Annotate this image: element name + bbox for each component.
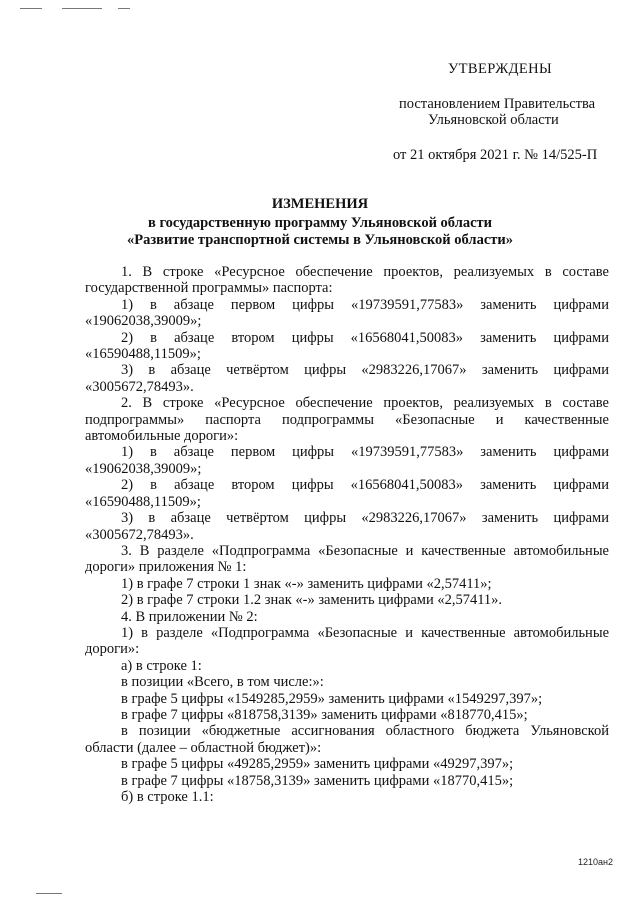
title-line-2: в государственную программу Ульяновской области	[147, 215, 492, 231]
paragraph: 2) в абзаце втором цифры «16568041,50083» заменить цифрами «16590488,11509»;	[85, 477, 609, 510]
paragraph: 2) в графе 7 строки 1.2 знак «-» заменить цифрами «2,57411».	[121, 592, 503, 609]
paragraph: в графе 5 цифры «49285,2959» заменить цифрами «49297,397»;	[121, 756, 514, 773]
approval-heading: УТВЕРЖДЕНЫ	[448, 61, 553, 77]
paragraph: 1) в абзаце первом цифры «19739591,77583» заменить цифрами «19062038,39009»;	[85, 296, 609, 330]
paragraph: 2) в абзаце втором цифры «16568041,50083» заменить цифрами «16590488,11509»;	[85, 329, 609, 363]
scan-mark	[62, 8, 102, 9]
title-line-3: «Развитие транспортной системы в Ульяновской области»	[127, 232, 513, 248]
paragraph: в позиции «Всего, в том числе:»:	[121, 674, 324, 691]
scan-mark	[20, 8, 42, 9]
scan-mark	[118, 8, 130, 9]
paragraph: б) в строке 1.1:	[121, 789, 214, 805]
paragraph: 2. В строке «Ресурсное обеспечение проектов, реализуемых в составе подпрограммы» паспорта подпрограммы «Безопасные и качественные автомобильные дороги»:	[85, 395, 609, 445]
document-code: 1210ан2	[578, 857, 614, 867]
paragraph: 1) в графе 7 строки 1 знак «-» заменить цифрами «2,57411»;	[121, 575, 492, 592]
approval-date: от 21 октября 2021 г. № 14/525-П	[393, 147, 598, 163]
paragraph: в позиции «бюджетные ассигнования областного бюджета Ульяновской области (далее – областной бюджет)»:	[85, 723, 609, 756]
paragraph: 3. В разделе «Подпрограмма «Безопасные и качественные автомобильные дороги» приложения № 1:	[85, 542, 609, 576]
paragraph: 1) в разделе «Подпрограмма «Безопасные и качественные автомобильные дороги»:	[85, 624, 609, 658]
paragraph: в графе 7 цифры «818758,3139» заменить цифрами «818770,415»;	[121, 706, 528, 723]
paragraph: 1) в абзаце первом цифры «19739591,77583» заменить цифрами «19062038,39009»;	[85, 444, 609, 477]
approval-line-1: постановлением Правительства	[399, 96, 596, 112]
paragraph: 4. В приложении № 2:	[121, 608, 258, 625]
scan-mark	[36, 893, 62, 894]
paragraph: 3) в абзаце четвёртом цифры «2983226,17067» заменить цифрами «3005672,78493».	[85, 510, 609, 543]
paragraph: 1. В строке «Ресурсное обеспечение проектов, реализуемых в составе государственной программы» паспорта:	[85, 264, 609, 297]
paragraph: в графе 7 цифры «18758,3139» заменить цифрами «18770,415»;	[121, 772, 514, 789]
paragraph: а) в строке 1:	[121, 657, 202, 674]
paragraph: в графе 5 цифры «1549285,2959» заменить цифрами «1549297,397»;	[121, 690, 543, 707]
document-body	[85, 264, 609, 805]
title-line-1: ИЗМЕНЕНИЯ	[271, 196, 369, 212]
paragraph: 3) в абзаце четвёртом цифры «2983226,17067» заменить цифрами «3005672,78493».	[85, 362, 609, 395]
approval-line-2: Ульяновской области	[428, 112, 559, 128]
